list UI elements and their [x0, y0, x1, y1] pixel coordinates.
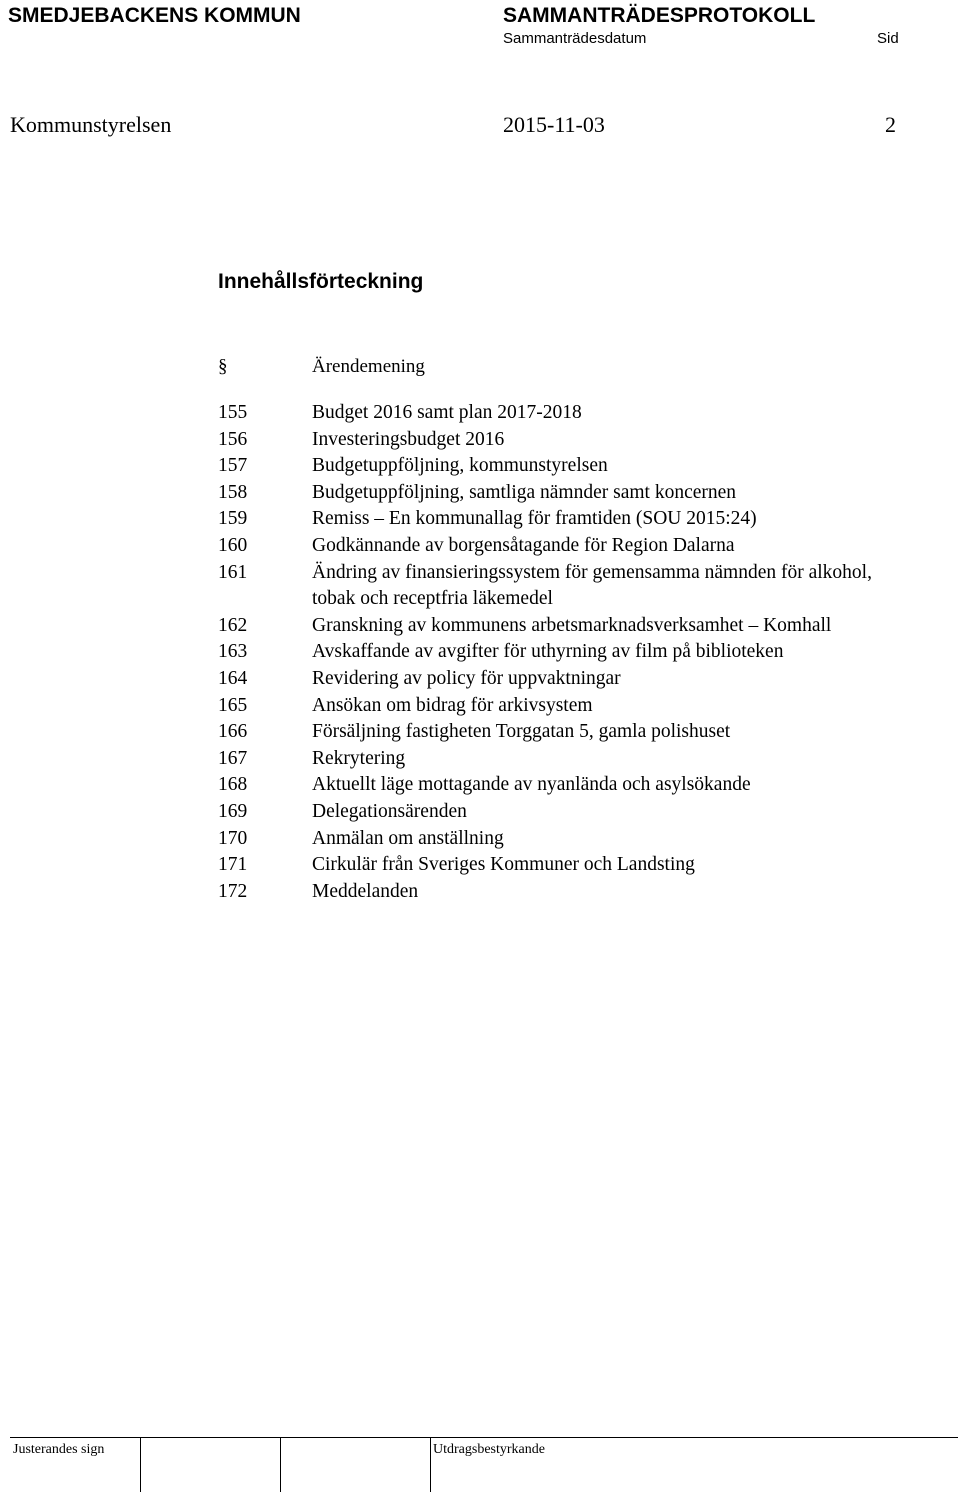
section-symbol: §: [218, 356, 228, 377]
page-number: 2: [885, 112, 896, 137]
toc-item: [218, 666, 908, 693]
toc-item: [218, 772, 908, 799]
toc-item: [218, 852, 908, 879]
toc-item-number: 159: [218, 508, 248, 530]
toc-item-title: Budget 2016 samt plan 2017-2018: [312, 402, 582, 423]
toc-item: [218, 693, 908, 720]
toc-item-title: Delegationsärenden: [312, 800, 467, 822]
toc-item-title: Aktuellt läge mottagande av nyanlända och asylsökande: [312, 774, 751, 796]
column-label: Ärendemening: [312, 356, 425, 377]
toc-item: [218, 879, 908, 906]
toc-item-number: 156: [218, 428, 248, 450]
utdragsbestyrkande-cell: [430, 1438, 958, 1492]
toc-item-number: 171: [218, 854, 248, 876]
date-label: Sammanträdesdatum: [503, 30, 647, 47]
justerandes-sign-label: Justerandes sign: [13, 1442, 105, 1457]
toc-item-number: 169: [218, 800, 248, 822]
toc-item-number: 163: [218, 641, 248, 663]
toc-list: [218, 400, 908, 905]
utdragsbestyrkande-label: Utdragsbestyrkande: [433, 1442, 545, 1457]
toc-item-title: Ansökan om bidrag för arkivsystem: [312, 694, 593, 716]
toc-item-title: Försäljning fastigheten Torggatan 5, gamla polishuset: [312, 721, 731, 743]
toc-item-number: 165: [218, 694, 248, 716]
toc-item-title: Godkännande av borgensåtagande för Region Dalarna: [312, 534, 735, 556]
toc-item-number: 170: [218, 827, 248, 849]
toc-item-title: Investeringsbudget 2016: [312, 428, 505, 450]
justerandes-sign-cell: [10, 1438, 140, 1492]
toc-item-title: Rekrytering: [312, 747, 406, 769]
toc-item: [218, 799, 908, 826]
toc-item-title: Anmälan om anställning: [312, 827, 504, 849]
signature-footer: [10, 1437, 958, 1492]
toc-item: [218, 400, 908, 427]
toc-item-title: Meddelanden: [312, 880, 419, 902]
toc-item-number: 161: [218, 561, 248, 583]
committee-name: Kommunstyrelsen: [10, 112, 172, 137]
toc-item: [218, 746, 908, 773]
toc-item: [218, 533, 908, 560]
toc-item: [218, 613, 908, 640]
toc-item-number: 168: [218, 774, 248, 796]
page-label: Sid: [877, 30, 899, 47]
toc-item: [218, 480, 908, 507]
toc-item-title: Revidering av policy för uppvaktningar: [312, 667, 621, 689]
toc-item-number: 157: [218, 455, 248, 477]
toc-item-title: Granskning av kommunens arbetsmarknadsverksamhet – Komhall: [312, 614, 832, 636]
toc-item: [218, 826, 908, 853]
toc-item-number: 155: [218, 402, 248, 423]
toc-item-number: 172: [218, 880, 248, 902]
toc-item-number: 167: [218, 747, 248, 769]
divider: [140, 1438, 141, 1492]
toc-item-number: 162: [218, 614, 248, 636]
toc-item-title: Avskaffande av avgifter för uthyrning av film på biblioteken: [312, 641, 784, 663]
toc-item-number: 164: [218, 667, 248, 689]
toc-title: Innehållsförteckning: [218, 270, 424, 293]
meeting-date: 2015-11-03: [503, 112, 605, 137]
toc-item-number: 158: [218, 481, 248, 503]
toc-item-number: 160: [218, 534, 248, 556]
toc-item: [218, 506, 908, 533]
toc-item: [218, 560, 908, 613]
document-type: SAMMANTRÄDESPROTOKOLL: [503, 4, 816, 27]
toc-item-title: Budgetuppföljning, kommunstyrelsen: [312, 455, 608, 477]
municipality-name: SMEDJEBACKENS KOMMUN: [8, 4, 301, 27]
toc-item: [218, 719, 908, 746]
toc-item: [218, 453, 908, 480]
toc-item: [218, 427, 908, 454]
toc-item-title: Remiss – En kommunallag för framtiden (SOU 2015:24): [312, 508, 757, 530]
toc-item-title: Cirkulär från Sveriges Kommuner och Landsting: [312, 854, 695, 876]
toc-item-title: Ändring av finansieringssystem för gemensamma nämnden för alkohol, tobak och receptfria läkemedel: [312, 561, 872, 610]
toc-item: [218, 639, 908, 666]
toc-item-title: Budgetuppföljning, samtliga nämnder samt koncernen: [312, 481, 737, 503]
divider: [280, 1438, 281, 1492]
toc-item-number: 166: [218, 721, 248, 743]
